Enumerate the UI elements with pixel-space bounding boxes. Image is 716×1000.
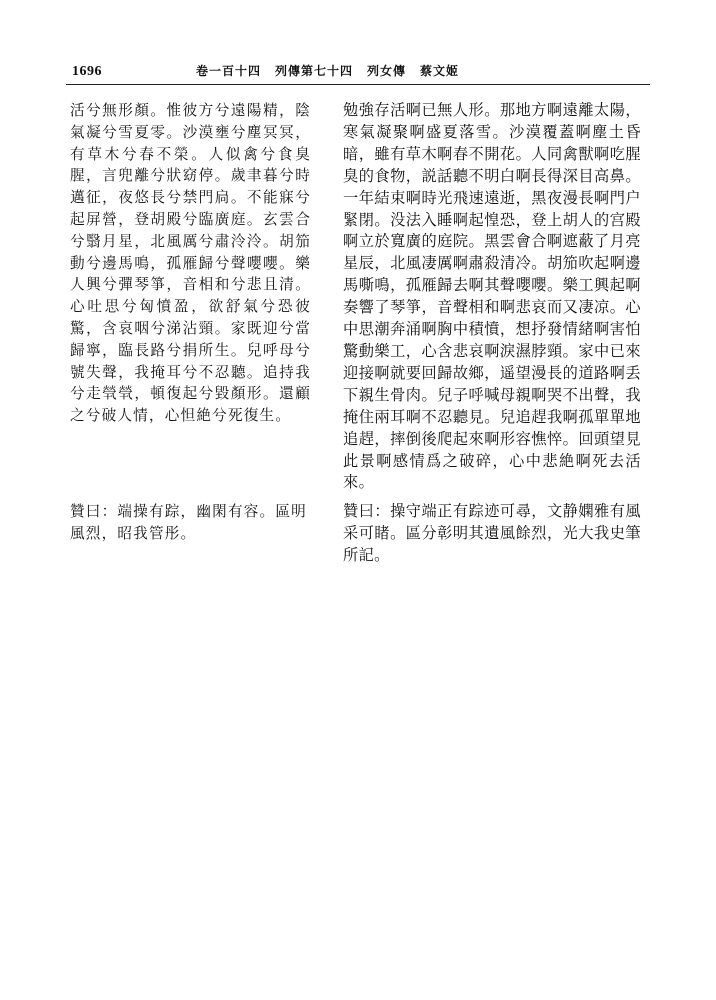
running-head-subject: 蔡文姬 xyxy=(420,64,460,78)
original-zan: 贊曰：端操有踪，幽閑有容。區明風烈，昭我管彤。 xyxy=(70,503,307,542)
running-head-volume: 卷一百十四 xyxy=(196,64,262,78)
header-rule xyxy=(66,84,650,85)
page-number: 1696 xyxy=(72,64,102,79)
original-poem-text: 活兮無形顏。惟彼方兮遠陽精，陰氣凝兮雪夏零。沙漠壅兮塵冥冥，有草木兮春不榮。人似禽兮食臭腥，言兜離兮狀窈停。歲聿暮兮時邁征，夜悠長兮禁門扃。不能寐兮起屏營，登胡殿兮臨廣庭。玄雲合兮翳月星，北風厲兮肅泠泠。胡笳動兮邊馬鳴，孤雁歸兮聲嚶嚶。樂人興兮彈琴箏，音相和兮悲且清。心吐思兮匈憤盈，欲舒氣兮恐彼驚，含哀咽兮涕沾頸。家既迎兮當歸寧，臨長路兮捐所生。兒呼母兮號失聲，我掩耳兮不忍聽。追持我兮走煢煢，頓復起兮毀顏形。還顧之兮破人情，心怛絶兮死復生。 xyxy=(70,102,311,425)
running-head-section: 列傳第七十四 xyxy=(275,64,354,78)
translation-zan: 贊曰：操守端正有踪迹可尋，文静嫻雅有風采可睹。區分彰明其遺風餘烈，光大我史筆所記。 xyxy=(343,502,641,564)
running-head xyxy=(196,62,459,79)
translation-text: 勉強存活啊已無人形。那地方啊遠離太陽，寒氣凝聚啊盛夏落雪。沙漠覆蓋啊塵土昏暗，雖有草木啊春不開花。人同禽獸啊吃腥臭的食物，説話聽不明白啊長得深目高鼻。一年結束啊時光飛速遠逝，黑夜漫長啊門户緊閉。没法入睡啊起惶恐，登上胡人的宫殿啊立於寬廣的庭院。黑雲會合啊遮蔽了月亮星辰，北風凄厲啊肅殺清冷。胡笳吹起啊邊馬嘶鳴，孤雁歸去啊其聲嚶嚶。樂工興起啊奏響了琴箏，音聲相和啊悲哀而又凄凉。心中思潮奔涌啊胸中積憤，想抒發情緒啊害怕驚動樂工，心含悲哀啊淚濕脖頸。家中已來迎接啊就要回歸故鄉，遥望漫長的道路啊丢下親生骨肉。兒子呼喊母親啊哭不出聲，我掩住兩耳啊不忍聽見。兒追趕我啊孤單單地追趕，摔倒後爬起來啊形容憔悴。回頭望見此景啊感情爲之破碎，心中悲絶啊死去活來。 xyxy=(343,101,641,492)
running-head-category: 列女傳 xyxy=(367,64,407,78)
